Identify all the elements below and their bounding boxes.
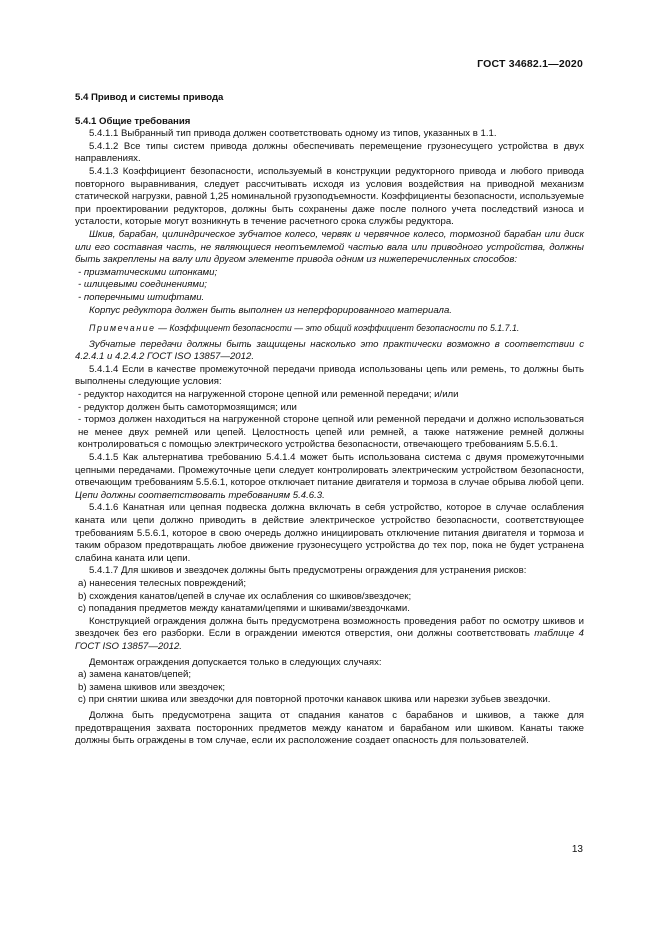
section-heading: 5.4 Привод и системы привода (75, 92, 224, 103)
paragraph-5-4-1-3: 5.4.1.3 Коэффициент безопасности, используемый в конструкции редукторного привода и любого привода повторного выравнивания, следует рассчитывать исходя из условия воздействия на приводной механизм статической нагрузки, равной 1,25 номинальной грузоподъемности. Коэффициенты безопасности, используемые при проектировании редукторов, должны быть сохранены даже после полного учета последствий износа и усталости, которые могут возникнуть в течение расчетного срока службы редуктора. (75, 165, 584, 228)
list-item: a) замена канатов/цепей; (78, 669, 191, 681)
paragraph-5-4-1-6: 5.4.1.6 Канатная или цепная подвеска должна включать в себя устройство, которое в случае ослабления каната или цепи должно приводить в действие электрическое устройство безопасности, соответствующее требованиям 5.5.6.1, которое в свою очередь должно инициировать отключение питания двигателя и тормоза и таким образом предотвращать любое движение грузонесущего устройства до тех пор, пока не будет устранена слабина каната или цепи. (75, 502, 584, 564)
paragraph-5-4-1-1: 5.4.1.1 Выбранный тип привода должен соответствовать одному из типов, указанных в 1.1. (89, 128, 497, 140)
paragraph-fastening: Шкив, барабан, цилиндрическое зубчатое колесо, червяк и червячное колесо, тормозной барабан или диск или его составная часть, не являющиеся неотъемлемой частью вала или приводного устройства, должны быть закреплены на валу или другом элементе привода одним из нижеперечисленных способов: (75, 228, 584, 266)
list-item: b) замена шкивов или звездочек; (78, 681, 226, 693)
list-item: - поперечными штифтами. (78, 291, 205, 303)
list-item: a) нанесения телесных повреждений; (78, 577, 247, 589)
list-item: - редуктор находится на нагруженной стороне цепной или ременной передачи; и/или (78, 389, 459, 401)
note (75, 322, 584, 335)
paragraph-text: 5.4.1.5 Как альтернатива требованию 5.4.1.4 может быть использована система с двумя промежуточными цепными передачами. Промежуточные цепи следует контролировать электрическим устройством безопасности, отвечающим требованиям 5.5.6.1, которое отключает питание двигателя и тормоза в случае обрыва любой цепи. (75, 452, 584, 489)
note-text: — Коэффициент безопасности — это общий коэффициент безопасности по 5.1.7.1. (155, 323, 520, 334)
paragraph-5-4-1-4: 5.4.1.4 Если в качестве промежуточной передачи привода использованы цепь или ремень, то должны быть выполнены следующие условия: (75, 363, 584, 388)
list-item: b) схождения канатов/цепей в случае их ослабления со шкивов/звездочек; (78, 590, 412, 602)
paragraph-gear-protection: Зубчатые передачи должны быть защищены насколько это практически возможно в соответствии с 4.2.4.1 и 4.2.4.2 ГОСТ ISO 13857—2012. (75, 338, 584, 363)
list-item: - редуктор должен быть самотормозящимся; или (78, 401, 297, 413)
paragraph-italic-text: Цепи должны соответствовать требованиям 5.4.6.3. (75, 489, 325, 501)
paragraph-italic-text: таблице 4 ГОСТ ISO 13857—2012. (75, 628, 584, 652)
page-number: 13 (571, 844, 583, 855)
list-item: c) при снятии шкива или звездочки для повторной проточки канавок шкива или нарезки зубьев звездочки. (78, 694, 551, 706)
paragraph-guard-design (75, 616, 584, 654)
subsection-heading: 5.4.1 Общие требования (75, 115, 191, 127)
paragraph-5-4-1-2: 5.4.1.2 Все типы систем привода должны обеспечивать перемещение грузонесущего устройства в двух направлениях. (75, 140, 584, 165)
paragraph-rope-protection: Должна быть предусмотрена защита от спадания канатов с барабанов и шкивов, а также для предотвращения захвата посторонних предметов между канатом и барабаном или шкивом. Канаты также должны быть ограждены в том случае, если их расположение создает опасность для пользователей. (75, 709, 584, 747)
paragraph-5-4-1-7: 5.4.1.7 Для шкивов и звездочек должны быть предусмотрены ограждения для устранения рисков: (89, 565, 527, 577)
note-label: Примечание (89, 323, 156, 334)
list-item: - призматическими шпонками; (78, 266, 218, 278)
list-item: - шлицевыми соединениями; (78, 279, 207, 291)
paragraph-5-4-1-5 (75, 452, 584, 502)
paragraph-text: Конструкцией ограждения должна быть предусмотрена возможность проведения работ по осмотру шкивов и звездочек без его разборки. Если в ограждении имеются отверстия, они должны соответствовать (75, 615, 584, 640)
document-standard-header: ГОСТ 34682.1—2020 (477, 58, 583, 70)
paragraph-guard-removal: Демонтаж ограждения допускается только в следующих случаях: (89, 656, 382, 668)
document-body (75, 92, 584, 748)
list-item: c) попадания предметов между канатами/цепями и шкивами/звездочками. (78, 603, 410, 615)
list-item: - тормоз должен находиться на нагруженной стороне цепной или ременной передачи и должно использоваться не менее двух ремней или цепей. Целостность цепей или ремней, а также натяжение ремней должны контролироваться с помощью электрического устройства безопасности, отвечающего требованиям 5.5.6.1. (78, 414, 584, 451)
paragraph-gearbox-housing: Корпус редуктора должен быть выполнен из неперфорированного материала. (89, 304, 452, 316)
